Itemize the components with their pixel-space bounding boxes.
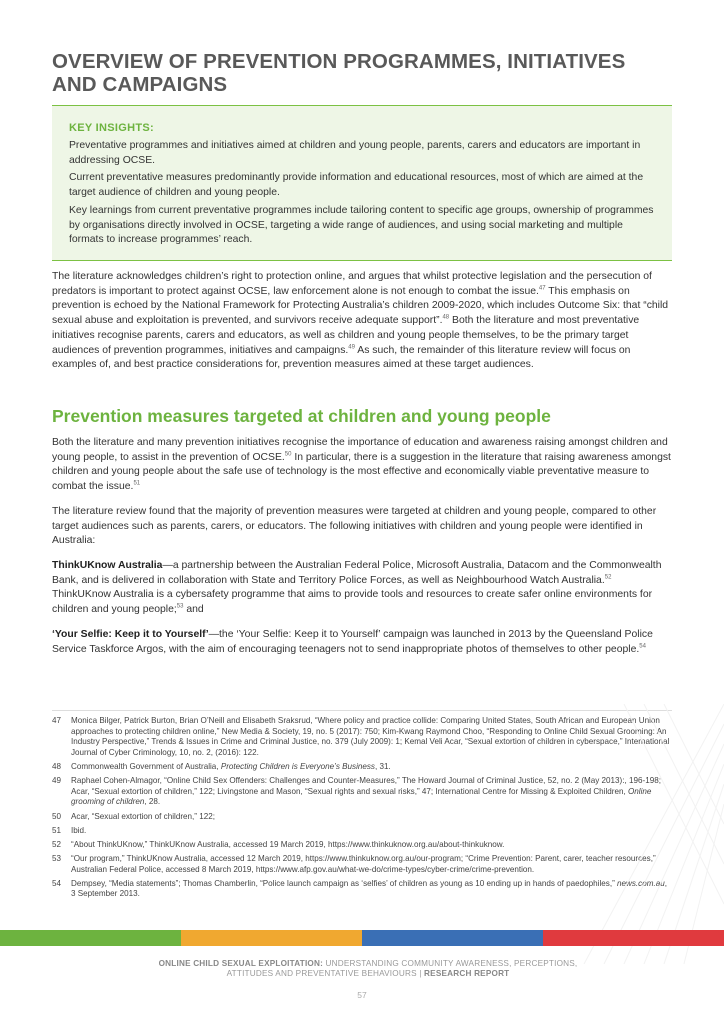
footnote-ref[interactable]: 52 bbox=[604, 574, 612, 581]
footer-title: ONLINE CHILD SEXUAL EXPLOITATION: UNDERSTANDING COMMUNITY AWARENESS, PERCEPTIONS, bbox=[158, 959, 578, 968]
footnote-ref[interactable]: 48 bbox=[442, 314, 450, 321]
intro-paragraph: The literature acknowledges children’s right to protection online, and argues that whilst protective legislation and the persecution of predators is important to protect against OCSE, law enforcement alone is not enough to combat the issue.$^{47}$ This emphasis on prevention is echoed by the National Framework for Protecting Australia’s children 2009-2020, which includes Outcome Six: that “child sexual abuse and exploitation is prevented, and survivors receive adequate support”.$^{48}$ Both the literature and most preventative initiatives recognise parents, carers and educators, as well as children and young people themselves, to be the primary target audiences of prevention programmes, initiatives and campaigns.$^{49}$ As such, the remainder of this literature review will focus on examples of, and best practice considerations for, prevention measures aimed at these target audiences. bbox=[52, 271, 669, 371]
footnote-ref[interactable]: 50 bbox=[284, 451, 292, 458]
footnote-link-text[interactable]: “About ThinkUKnow,” ThinkUKnow Australia, accessed 19 March 2019, https://www.thinkuknow.org.au/about-thinkuknow. bbox=[71, 839, 505, 849]
section-paragraph: The literature review found that the majority of prevention measures were targeted at children and young people, compared to other target audiences such as parents, carers, or educators. The following initiatives with children and young people were identified in Australia: bbox=[52, 506, 657, 547]
section-heading: Prevention measures targeted at children and young people bbox=[52, 406, 551, 426]
color-bar-blue bbox=[362, 930, 543, 946]
initiative-thinkuknow: ThinkUKnow Australia—a partnership between the Australian Federal Police, Microsoft Australia, Datacom and the Commonwealth Bank, and is delivered in collaboration with State and Territory Police Forces, as well as Neighbourhood Watch Australia.$^{52}$ ThinkUKnow Australia is a cybersafety programme that aims to provide tools and resources to create safer online environments for children and young people;$^{53}$ and bbox=[52, 560, 662, 616]
section-paragraph: Both the literature and many prevention initiatives recognise the importance of education and awareness raising amongst children and young people, to assist in the prevention of OCSE.$^{50}$ In particular, there is a suggestion in the literature that raising awareness amongst children and young people about the safe use of technology is the most effective and economically viable preventative measure to combat the issue.$^{51}$ bbox=[52, 437, 671, 493]
footnote-item: 54 Dempsey, “Media statements”; Thomas Chamberlin, “Police launch campaign as ‘selfies’ of children as young as 10 ending up in hands of paedophiles,” news.com.au, 3 September 2013. bbox=[52, 878, 667, 899]
footnote-ref[interactable]: 49 bbox=[348, 344, 355, 351]
footer-subtitle: ATTITUDES AND PREVENTATIVE BEHAVIOURS | RESEARCH REPORT bbox=[226, 969, 510, 978]
key-insight-item: Key learnings from current preventative programmes include tailoring content to specific age groups, ownership of programmes by organisations directly involved in OCSE, targeting a wide range of audiences, and using social marketing and multiple formats to increase programmes’ reach. bbox=[69, 204, 654, 246]
footnote-number: 52 bbox=[52, 839, 62, 849]
color-bar-green bbox=[0, 930, 181, 946]
footnote-item: 51 Ibid. bbox=[52, 825, 87, 835]
color-bar-orange bbox=[181, 930, 362, 946]
footer-report-label: RESEARCH REPORT bbox=[424, 969, 510, 978]
footnote-number: 49 bbox=[52, 776, 62, 786]
footnote-ref[interactable]: 54 bbox=[639, 643, 646, 650]
footnote-number: 50 bbox=[52, 811, 62, 821]
footnote-number: 51 bbox=[52, 825, 62, 835]
key-insights-box bbox=[52, 105, 672, 261]
key-insight-item: Current preventative measures predominantly provide information and educational resources, most of which are aimed at the target audience of children and young people. bbox=[69, 172, 644, 199]
initiative-name: ‘Your Selfie: Keep it to Yourself’ bbox=[52, 629, 209, 640]
footnote-item: 50 Acar, “Sexual extortion of children,” 122; bbox=[52, 811, 215, 821]
page-title: OVERVIEW OF PREVENTION PROGRAMMES, INITIATIVES AND CAMPAIGNS bbox=[52, 50, 626, 96]
footnote-ref[interactable]: 47 bbox=[538, 285, 546, 292]
footnote-number: 53 bbox=[52, 854, 62, 864]
footnote-item: 49 Raphael Cohen-Almagor, “Online Child Sex Offenders: Challenges and Counter-Measures,” The Howard Journal of Criminal Justice, 52, no. 2 (May 2013):, 196-198; Acar, “Sexual extortion of children,” 122; Livingstone and Mason, “Sexual rights and sexual risks,” 47; International Centre for Missing & Exploited Children, Online grooming of children, 28. bbox=[52, 776, 661, 807]
footnote-number: 47 bbox=[52, 716, 62, 725]
footnote-number: 48 bbox=[52, 761, 62, 771]
initiative-selfie: ‘Your Selfie: Keep it to Yourself’—the ‘Your Selfie: Keep it to Yourself’ campaign was launched in 2013 by the Queensland Police Service Taskforce Argos, with the aim of encouraging teenagers not to send inappropriate photos of themselves to other people.$^{54}$ bbox=[52, 629, 653, 655]
footnote-number: 54 bbox=[52, 878, 62, 888]
key-insights-list bbox=[69, 139, 654, 251]
footnote-item: 48 Commonwealth Government of Australia, Protecting Children is Everyone’s Business, 31. bbox=[52, 761, 391, 771]
decorative-lines bbox=[564, 704, 724, 964]
initiative-name: ThinkUKnow Australia bbox=[52, 560, 163, 571]
key-insight-item: Preventative programmes and initiatives aimed at children and young people, parents, carers and educators are important in addressing OCSE. bbox=[69, 140, 641, 166]
footer-separator: | bbox=[419, 969, 422, 978]
footnote-link-text[interactable]: “Our program,” ThinkUKnow Australia, accessed 12 March 2019, https://www.thinkuknow.org.au/our-program; “Crime Prevention: Parent, carer, teacher resources,” Australian Federal Police, accessed 8 March 2019, https://www.afp.gov.au/what-we-do/crime-types/cyber-crime/crime-prevention. bbox=[71, 854, 656, 874]
page-number: 57 bbox=[357, 990, 367, 1000]
color-bar-red bbox=[543, 930, 724, 946]
key-insights-heading: KEY INSIGHTS: bbox=[69, 122, 154, 134]
footnote-ref[interactable]: 53 bbox=[176, 603, 184, 610]
footnote-ref[interactable]: 51 bbox=[133, 480, 141, 487]
footnote-item: 47 Monica Bilger, Patrick Burton, Brian O’Neill and Elisabeth Sraksrud, “Where policy and practice collide: Comparing United States, South African and European Union approaches to protecting children online,” New Media & Society, 19, no. 5 (2017): 750; Kim-Kwang Raymond Choo, “Responding to Online Child Sexual Grooming: An Industry Perspective,” Trends & Issues in Crime and Criminal Justice, no. 379 (July 2009): 1; Kemal Veli Acar, “Sexual extortion of children in cyberspace,” International Journal of Cyber Criminology, 10, no. 2, (2016): 122. bbox=[52, 716, 670, 757]
color-bar bbox=[0, 930, 724, 946]
